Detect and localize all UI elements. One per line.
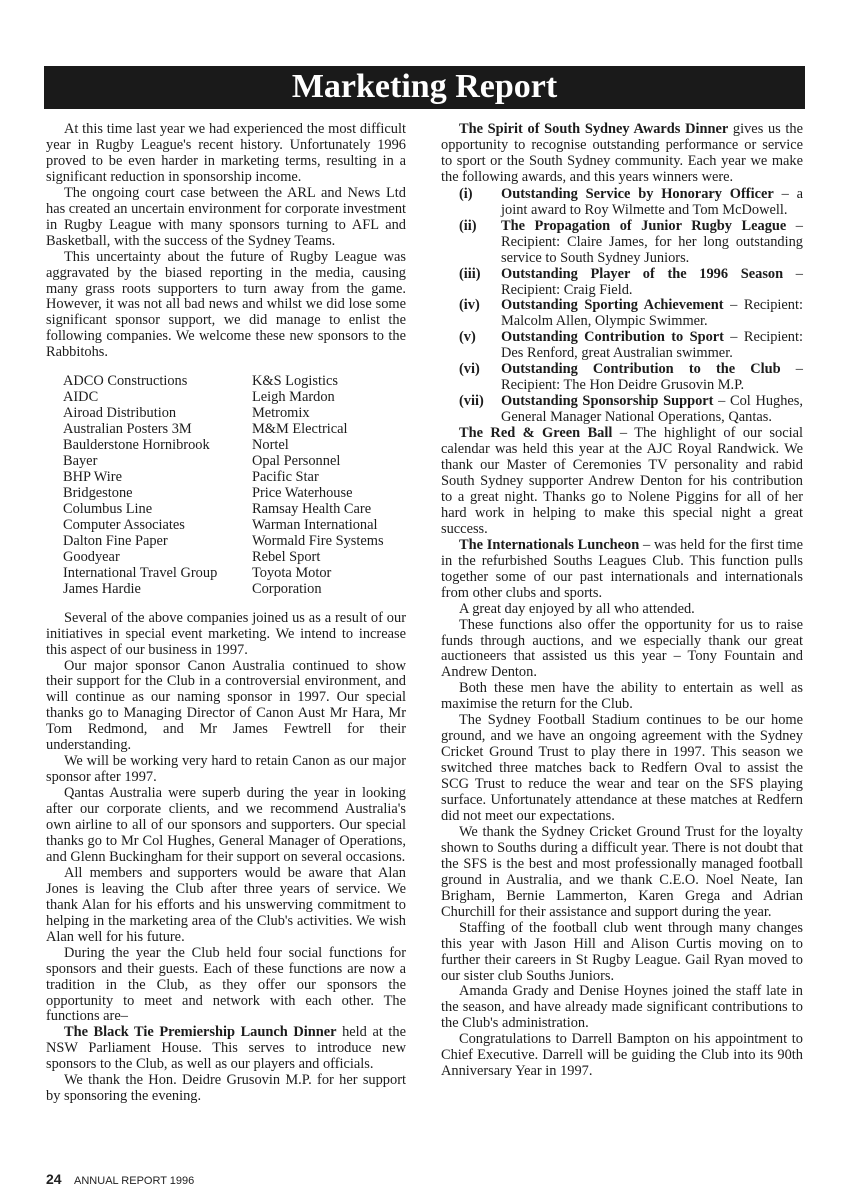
sponsor-item: Metromix bbox=[252, 405, 310, 422]
award-text: a joint award to Roy Wilmette and Tom McDowell. bbox=[501, 185, 803, 218]
sponsor-item: Corporation bbox=[252, 580, 322, 597]
footer-label: ANNUAL REPORT 1996 bbox=[74, 1175, 195, 1187]
sponsor-item: Baulderstone Hornibrook bbox=[63, 437, 210, 454]
paragraph-text: – The highlight of our social calendar was held this year at the AJC Royal Randwick. We thank our Master of Ceremonies TV personality and rabid South Sydney supporter Andrew Denton for his contribution to a great night. Thanks go to Nolene Piggins for all of her hard work in helping to make this special night a great success. bbox=[441, 425, 803, 537]
award-number: (vii) bbox=[459, 393, 484, 410]
left-column bbox=[46, 122, 406, 1105]
event-name: The Black Tie Premiership Launch Dinner bbox=[64, 1024, 337, 1041]
paragraph: Staffing of the football club went through many changes this year with Jason Hill and Alison Curtis moving on to further their careers in St Rugby League. Gail Ryan moved to our sister club Souths Juniors. bbox=[441, 919, 803, 984]
paragraph bbox=[441, 122, 803, 186]
award-separator: – bbox=[780, 361, 803, 378]
paragraph: Both these men have the ability to entertain as well as maximise the return for the Club. bbox=[441, 680, 803, 713]
paragraph bbox=[46, 1025, 406, 1073]
award-text: Col Hughes, General Manager National Operations, Qantas. bbox=[501, 393, 804, 426]
sponsor-item: Pacific Star bbox=[252, 469, 319, 486]
paragraph: Our major sponsor Canon Australia continued to show their support for the Club in a controversial environment, and will continue as our naming sponsor in 1997. Our special thanks go to Managing Director of Canon Aust Mr Hara, Mr Tom Redmond, and Mr James Fewtrell for their understanding. bbox=[46, 657, 406, 754]
award-text: Recipient: Des Renford, great Australian swimmer. bbox=[501, 329, 803, 362]
award-number: (v) bbox=[459, 329, 476, 346]
sponsor-list bbox=[63, 374, 406, 597]
award-number: (i) bbox=[459, 185, 473, 202]
paragraph: Qantas Australia were superb during the year in looking after our corporate clients, and we recommend Australia's own airline to all of our sponsors and supporters. Our special thanks go to Mr Col Hughes, General Manager of Operations, and Glenn Buckingham for their support on several occasions. bbox=[46, 785, 406, 865]
award-separator: – bbox=[723, 329, 744, 346]
sponsor-item: Wormald Fire Systems bbox=[252, 532, 384, 549]
sponsor-item: Goodyear bbox=[63, 548, 120, 565]
paragraph: We thank the Hon. Deidre Grusovin M.P. for her support by sponsoring the evening. bbox=[46, 1072, 406, 1105]
award-item bbox=[441, 267, 803, 299]
award-separator: – bbox=[783, 265, 803, 282]
award-text: Recipient: Malcolm Allen, Olympic Swimmer. bbox=[501, 297, 804, 330]
award-title: The Propagation of Junior Rugby League bbox=[501, 217, 787, 234]
award-title: Outstanding Sponsorship Support bbox=[501, 393, 714, 410]
award-title: Outstanding Player of the 1996 Season bbox=[501, 265, 784, 282]
award-separator: – bbox=[773, 185, 797, 202]
page-title: Marketing Report bbox=[44, 66, 805, 109]
award-title: Outstanding Service by Honorary Officer bbox=[501, 185, 774, 202]
award-number: (iii) bbox=[459, 265, 481, 282]
sponsor-item: Columbus Line bbox=[63, 500, 153, 517]
award-title: Outstanding Contribution to the Club bbox=[501, 361, 781, 378]
award-separator: – bbox=[723, 297, 744, 314]
paragraph: This uncertainty about the future of Rugby League was aggravated by the biased reporting in the media, causing many grass roots supporters to turn away from the game. However, it was not all bad news and whilst we did lose some significant sponsor support, we did manage to enlist the following companies. We welcome these new sponsors to the Rabbitohs. bbox=[46, 248, 406, 361]
paragraph: Congratulations to Darrell Bampton on his appointment to Chief Executive. Darrell will be guiding the Club into its 90th Anniversary Year in 1997. bbox=[441, 1031, 803, 1080]
award-item bbox=[441, 362, 803, 394]
awards-list bbox=[441, 187, 803, 426]
paragraph-text: held at the NSW Parliament House. This serves to introduce new sponsors to the Club, as well as our players and officials. bbox=[46, 1024, 406, 1073]
award-item bbox=[441, 330, 803, 362]
sponsor-item: AIDC bbox=[63, 389, 99, 406]
award-item bbox=[441, 187, 803, 219]
award-item bbox=[441, 394, 803, 426]
award-separator: – bbox=[786, 217, 803, 234]
sponsor-item: Toyota Motor bbox=[252, 564, 332, 581]
paragraph bbox=[441, 538, 803, 602]
award-item bbox=[441, 298, 803, 330]
sponsor-item: Leigh Mardon bbox=[252, 389, 335, 406]
event-name: The Red & Green Ball bbox=[459, 425, 613, 442]
sponsor-item: Dalton Fine Paper bbox=[63, 532, 168, 549]
sponsor-item: ADCO Constructions bbox=[63, 373, 188, 390]
page-number: 24 bbox=[46, 1171, 62, 1187]
paragraph-text: – was held for the first time in the refurbished Souths Leagues Club. This function pulls together some of our past internationals and internationals from other clubs and sports. bbox=[441, 536, 803, 601]
award-separator: – bbox=[713, 393, 730, 410]
award-number: (ii) bbox=[459, 217, 477, 234]
award-title: Outstanding Sporting Achievement bbox=[501, 297, 724, 314]
paragraph: The Sydney Football Stadium continues to be our home ground, and we have an ongoing agreement with the Sydney Cricket Ground Trust to play there in 1997. This season we switched three matches back to Redfern Oval to assist the SCG Trust to reduce the wear and tear on the SFS playing surface. Unfortunately attendance at these matches at Redfern did not meet our expectations. bbox=[441, 712, 803, 824]
paragraph-text: gives us the opportunity to recognise outstanding performance or service to sport or the South Sydney community. Each year we make the following awards, and this years winners were. bbox=[441, 121, 804, 185]
sponsor-item: Ramsay Health Care bbox=[252, 500, 372, 517]
paragraph: These functions also offer the opportunity for us to raise funds through auctions, and we especially thank our great auctioneers that assisted us this year – Tony Fountain and Andrew Denton. bbox=[441, 616, 803, 681]
sponsor-item: Airoad Distribution bbox=[63, 405, 177, 422]
paragraph: Amanda Grady and Denise Hoynes joined the staff late in the season, and have already made significant contributions to the Club's administration. bbox=[441, 983, 803, 1032]
paragraph: Several of the above companies joined us as a result of our initiatives in special event marketing. We intend to increase this aspect of our business in 1997. bbox=[46, 609, 406, 658]
sponsor-item: James Hardie bbox=[63, 580, 141, 597]
paragraph: At this time last year we had experienced the most difficult year in Rugby League's recent history. Unfortunately 1996 proved to be even harder in marketing terms, resulting in a significant reduction in sponsorship income. bbox=[46, 121, 406, 185]
event-name: The Internationals Luncheon bbox=[459, 536, 640, 553]
sponsor-item: Computer Associates bbox=[63, 516, 185, 533]
sponsor-item: Price Waterhouse bbox=[252, 484, 353, 501]
page-footer bbox=[46, 1171, 194, 1187]
sponsor-item: Warman International bbox=[252, 516, 378, 533]
paragraph: All members and supporters would be aware that Alan Jones is leaving the Club after three years of service. We thank Alan for his efforts and his unswerving commitment to helping in the marketing area of the Club's activities. We wish Alan well for his future. bbox=[46, 864, 406, 945]
sponsor-item: K&S Logistics bbox=[252, 373, 338, 390]
sponsor-item: Bridgestone bbox=[63, 484, 133, 501]
sponsor-item: Nortel bbox=[252, 437, 289, 454]
paragraph: We will be working very hard to retain Canon as our major sponsor after 1997. bbox=[46, 753, 406, 786]
sponsor-item: BHP Wire bbox=[63, 469, 122, 486]
paragraph: We thank the Sydney Cricket Ground Trust for the loyalty shown to Souths during a difficult year. There is not doubt that the SFS is the best and most professionally managed football ground in Australia, and we thank C.E.O. Noel Neate, Ian Brigham, Bernie Lammerton, Karen Grega and Adrian Churchill for their assistance and support during the year. bbox=[441, 823, 803, 920]
award-number: (iv) bbox=[459, 297, 480, 314]
award-title: Outstanding Contribution to Sport bbox=[501, 329, 724, 346]
award-text: Recipient: The Hon Deidre Grusovin M.P. bbox=[501, 377, 745, 394]
paragraph bbox=[441, 426, 803, 538]
sponsor-item: Bayer bbox=[63, 453, 98, 470]
sponsor-item: Opal Personnel bbox=[252, 453, 341, 470]
sponsor-item: Australian Posters 3M bbox=[63, 421, 192, 438]
award-text: Recipient: Craig Field. bbox=[501, 281, 633, 298]
award-number: (vi) bbox=[459, 361, 480, 378]
award-text: Recipient: Claire James, for her long outstanding service to South Sydney Juniors. bbox=[501, 233, 803, 266]
award-item bbox=[441, 219, 803, 267]
paragraph: The ongoing court case between the ARL and News Ltd has created an uncertain environment for corporate investment in Rugby League with many sponsors turning to AFL and Basketball, with the success of the Sydney Teams. bbox=[46, 184, 407, 249]
sponsor-item: Rebel Sport bbox=[252, 548, 321, 565]
event-name: The Spirit of South Sydney Awards Dinner bbox=[459, 121, 729, 137]
paragraph: During the year the Club held four social functions for sponsors and their guests. Each of these functions are now a tradition in the Club, as they offer our sponsors the opportunity to meet and network with each other. The functions are– bbox=[46, 944, 406, 1025]
sponsor-item: International Travel Group bbox=[63, 564, 218, 581]
right-column bbox=[441, 122, 803, 1080]
paragraph: A great day enjoyed by all who attended. bbox=[459, 600, 695, 617]
sponsor-item: M&M Electrical bbox=[252, 421, 348, 438]
